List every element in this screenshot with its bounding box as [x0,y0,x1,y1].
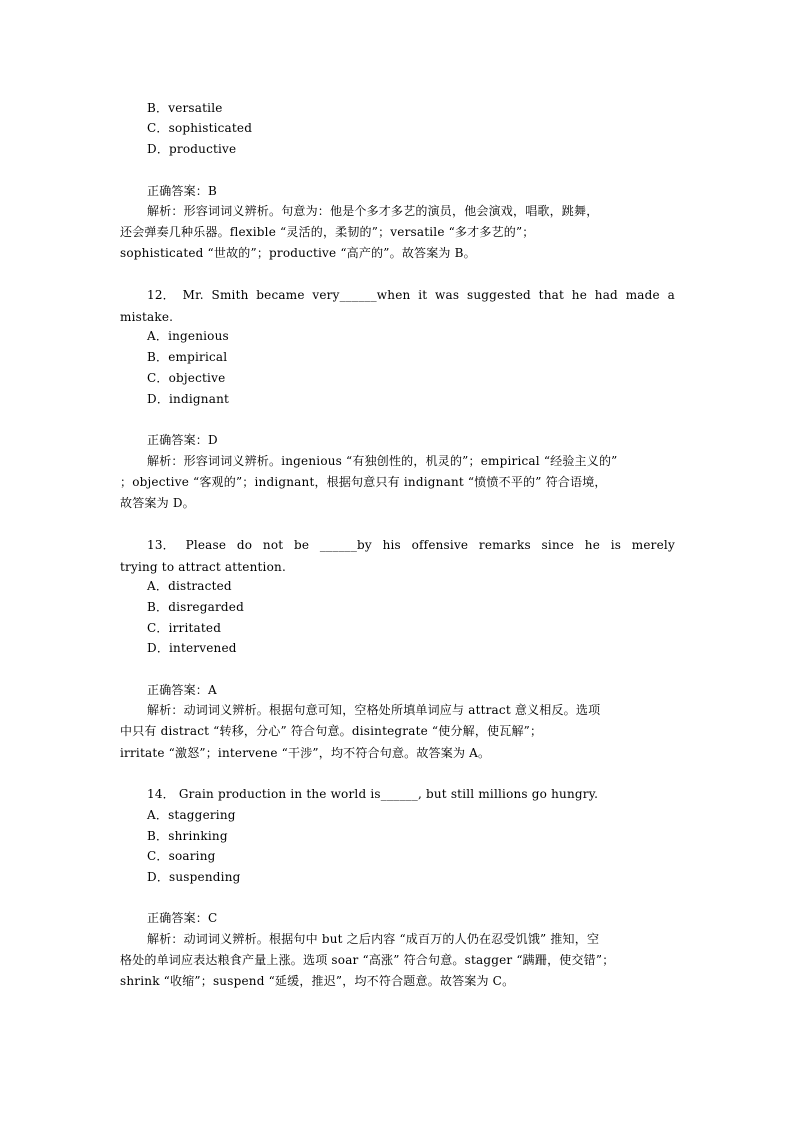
q12-stem-word: Smith [211,288,249,302]
q13-stem-word: is [610,538,622,552]
q13-option-a: A．distracted [147,579,232,593]
q13-answer: 正确答案：A [147,683,217,697]
q11-analysis-line-2: 还会弹奏几种乐器。flexible “灵活的，柔韧的”；versatile “多才多艺的”； [120,225,535,239]
q13-stem-word: remarks [478,538,531,552]
q11-analysis-line-1: 解析：形容词词义辨析。句意为：他是个多才多艺的演员，他会演戏，唱歌，跳舞， [147,204,599,218]
q13-stem-word: do [236,538,253,552]
q11-option-c: C．sophisticated [147,121,253,135]
q12-stem-word: it [418,288,428,302]
q14-option-a: A．staggering [147,808,236,822]
q13-analysis-line-1: 解析：动词词义辨析。根据句意可知，空格处所填单词应与 attract 意义相反。选项 [147,703,601,717]
q14-option-c: C．soaring [147,849,216,863]
q13-stem [147,535,675,555]
q11-answer: 正确答案：B [147,184,218,198]
q12-stem-word: very______when [312,288,411,302]
q12-stem-word: 12． [147,288,175,302]
q12-stem-word: was [435,288,460,302]
q11-analysis-line-3: sophisticated “世故的”；productive “高产的”。故答案为 B。 [120,246,476,260]
q12-analysis-line-1: 解析：形容词词义辨析。ingenious “有独创性的，机灵的”；empirical “经验主义的” [147,454,618,468]
q12-stem-word: Mr. [182,288,204,302]
q12-stem-word: suggested [466,288,531,302]
q13-stem-word: since [541,538,575,552]
q14-analysis-line-2: 格处的单词应表达粮食产量上涨。选项 soar “高涨” 符合句意。stagger “蹒跚，使交错”； [120,953,615,967]
q12-stem-word: that [538,288,564,302]
q13-stem-word: his [382,538,401,552]
q13-option-b: B．disregarded [147,600,244,614]
q11-option-d: D．productive [147,142,237,156]
q12-option-a: A．ingenious [147,329,229,343]
q13-stem-word: Please [185,538,227,552]
q14-analysis-line-1: 解析：动词词义辨析。根据句中 but 之后内容 “成百万的人仍在忍受饥饿” 推知，空 [147,932,600,946]
q13-option-c: C．irritated [147,621,222,635]
q13-analysis-line-3: irritate “激怒”；intervene “干涉”，均不符合句意。故答案为 A。 [120,746,491,760]
q11-option-b: B．versatile [147,101,223,115]
q14-stem: 14． Grain production in the world is______, but still millions go hungry. [147,787,599,801]
q13-stem-word: offensive [411,538,469,552]
q13-stem-word: he [584,538,601,552]
q13-stem-word: ______by [319,538,372,552]
q12-option-d: D．indignant [147,392,230,406]
q14-answer: 正确答案：C [147,911,218,925]
q12-stem-word: a [667,288,675,302]
q12-stem-word: he [571,288,587,302]
q12-stem-word: had [594,288,618,302]
q12-stem-continuation: mistake. [120,310,174,324]
q13-stem-word: 13． [147,538,175,552]
q12-stem-word: made [625,288,660,302]
q12-stem [147,285,675,305]
q13-stem-continuation: trying to attract attention. [120,560,286,574]
q14-analysis-line-3: shrink “收缩”；suspend “延缓，推迟”，均不符合题意。故答案为 C。 [120,974,515,988]
q13-option-d: D．intervened [147,641,237,655]
q14-option-d: D．suspending [147,870,241,884]
q12-analysis-line-3: 故答案为 D。 [120,496,195,510]
q12-option-b: B．empirical [147,350,228,364]
q12-answer: 正确答案：D [147,433,218,447]
q13-stem-word: not [262,538,284,552]
q12-option-c: C．objective [147,371,226,385]
q13-stem-word: merely [631,538,675,552]
q13-stem-word: be [293,538,310,552]
q13-analysis-line-2: 中只有 distract “转移，分心” 符合句意。disintegrate “使分解，使瓦解”； [120,724,543,738]
q14-option-b: B．shrinking [147,829,228,843]
q12-analysis-line-2: ；objective “客观的”；indignant，根据句意只有 indignant “愤愤不平的” 符合语境， [120,475,607,489]
q12-stem-word: became [256,288,305,302]
